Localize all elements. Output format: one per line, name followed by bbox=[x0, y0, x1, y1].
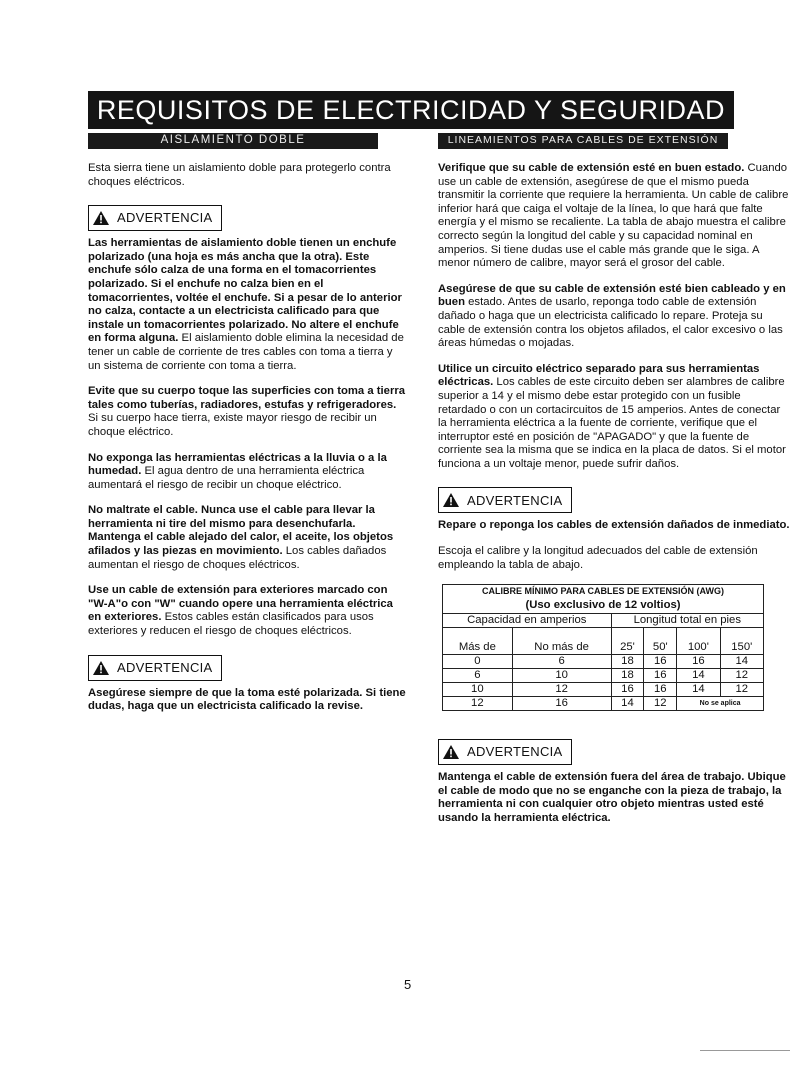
right-column bbox=[438, 133, 790, 838]
warning-box bbox=[88, 205, 222, 231]
section-title-double-insulation: AISLAMIENTO DOBLE bbox=[88, 133, 378, 149]
table-cell: 16 bbox=[677, 655, 720, 669]
table-cell: 12 bbox=[512, 683, 611, 697]
paragraph-cord-condition: Verifique que su cable de extensión esté en buen estado. Cuando use un cable de extensión, asegúrese de que el mismo pueda transmitir la corriente que requiere la herramienta. Un cable de calibre inferior hará que caiga el voltaje de la línea, lo que hará que falte energía y el mismo se recaliente. La tabla de abajo muestra el calibre correcto según la longitud del cable y su capacidad nominal en amperios. Si tiene dudas use el cable más grande que le siga. A menor número de calibre, mayor será el grosor del cable. bbox=[438, 162, 789, 270]
warning-triangle-icon bbox=[93, 211, 109, 225]
length-header: Longitud total en pies bbox=[611, 614, 763, 628]
paragraph-cord-wiring: Asegúrese de que su cable de extensión esté bien cableado y en buen estado. Antes de usarlo, reponga todo cable de extensión dañado o haga que un electricista calificado lo repare. Proteja su cable de extensión contra los objetos afilados, el calor excesivo o las áreas húmedas o mojadas. bbox=[438, 282, 786, 350]
warning-triangle-icon bbox=[93, 661, 109, 675]
table-cell: 14 bbox=[677, 683, 720, 697]
table-cell: 6 bbox=[443, 669, 513, 683]
table-cell: 16 bbox=[644, 655, 677, 669]
footer-rule bbox=[700, 1050, 790, 1051]
table-cell: 0 bbox=[443, 655, 513, 669]
col-length: 100' bbox=[677, 641, 720, 655]
table-cell: 12 bbox=[720, 683, 763, 697]
warning-box bbox=[88, 655, 222, 681]
table-cell: 12 bbox=[644, 697, 677, 711]
warning-label: ADVERTENCIA bbox=[117, 659, 213, 675]
table-row bbox=[443, 697, 764, 711]
paragraph-outdoor-cord: Use un cable de extensión para exteriores marcado con "W-A"o con "W" cuando opere una herramienta eléctrica en exteriores. Estos cables están clasificados para usos exteriores y reducen el riesgo de choques eléctricos. bbox=[88, 584, 393, 638]
table-cell: 16 bbox=[644, 669, 677, 683]
paragraph-polarized-plug: Las herramientas de aislamiento doble tienen un enchufe polarizado (una hoja es más ancha que la otra). Este enchufe sólo calza de una forma en el tomacorrientes polarizado. Si el enchufe no calza bien en el tomacorrientes, voltée el enchufe. Si a pesar de lo anterior no calza, contacte a un electricista calificado para que instale un tomacorrientes polarizado. No altere el enchufe en forma alguna. El aislamiento doble elimina la necesidad de tener un cable de corriente de tres cables con toma a tierra y un sistema de corriente con toma a tierra. bbox=[88, 237, 404, 372]
warning-label: ADVERTENCIA bbox=[117, 210, 213, 226]
table-cell: 14 bbox=[677, 669, 720, 683]
table-title: CALIBRE MÍNIMO PARA CABLES DE EXTENSIÓN (AWG) bbox=[443, 585, 764, 599]
table-cell-not-applicable: No se aplica bbox=[677, 697, 764, 711]
table-cell: 16 bbox=[611, 683, 644, 697]
table-cell: 14 bbox=[611, 697, 644, 711]
table-cell: 10 bbox=[512, 669, 611, 683]
table-subtitle: (Uso exclusivo de 12 voltios) bbox=[443, 598, 764, 614]
table-row bbox=[443, 683, 764, 697]
left-column bbox=[88, 133, 406, 726]
paragraph-keep-cord-away: Mantenga el cable de extensión fuera del área de trabajo. Ubique el cable de modo que no se enganche con la pieza de trabajo, la herramienta ni con cualquier otro objeto mientras usted esté usando la herramienta eléctrica. bbox=[438, 771, 786, 825]
page-title: REQUISITOS DE ELECTRICIDAD Y SEGURIDAD bbox=[88, 91, 734, 129]
paragraph-choose-gauge: Escoja el calibre y la longitud adecuados del cable de extensión empleando la tabla de abajo. bbox=[438, 545, 758, 571]
capacity-header: Capacidad en amperios bbox=[443, 614, 612, 628]
intro-text: Esta sierra tiene un aislamiento doble para protegerlo contra choques eléctricos. bbox=[88, 162, 391, 188]
warning-box bbox=[438, 739, 572, 765]
col-more-than: Más de bbox=[443, 641, 513, 655]
gauge-table bbox=[442, 584, 764, 711]
table-cell: 10 bbox=[443, 683, 513, 697]
paragraph-rain: No exponga las herramientas eléctricas a la lluvia o a la humedad. El agua dentro de una herramienta eléctrica aumentará el riesgo de recibir un choque eléctrico. bbox=[88, 451, 387, 491]
warning-label: ADVERTENCIA bbox=[467, 744, 563, 760]
col-length: 25' bbox=[611, 641, 644, 655]
section-title-extension-cords: LINEAMIENTOS PARA CABLES DE EXTENSIÓN bbox=[438, 133, 728, 149]
table-cell: 16 bbox=[512, 697, 611, 711]
warning-box bbox=[438, 487, 572, 513]
table-cell: 12 bbox=[720, 669, 763, 683]
warning-label: ADVERTENCIA bbox=[467, 492, 563, 508]
table-row bbox=[443, 669, 764, 683]
warning-triangle-icon bbox=[443, 493, 459, 507]
paragraph-polarized-outlet: Asegúrese siempre de que la toma esté polarizada. Si tiene dudas, haga que un electricista calificado la revise. bbox=[88, 686, 406, 713]
col-length: 150' bbox=[720, 641, 763, 655]
paragraph-cord-abuse: No maltrate el cable. Nunca use el cable para llevar la herramienta ni tire del mismo para desenchufarla. Mantenga el cable alejado del calor, el aceite, los objetos afilados y las piezas en movimiento. Los cables dañados aumentan el riesgo de choques eléctricos. bbox=[88, 504, 394, 571]
table-cell: 18 bbox=[611, 655, 644, 669]
table-row bbox=[443, 655, 764, 669]
paragraph-replace-damaged: Repare o reponga los cables de extensión dañados de inmediato. bbox=[438, 519, 790, 532]
table-header-row bbox=[443, 641, 764, 655]
paragraph-separate-circuit: Utilice un circuito eléctrico separado para sus herramientas eléctricas. Los cables de este circuito deben ser alambres de calibre superior a 14 y el mismo debe estar protegido con un fusible retardado o con un cortacircuitos de 15 amperios. Antes de conectar la herramienta eléctrica a la fuente de corriente, verifique que el interruptor esté en posición de "APAGADO" y que la fuente de corriente sea la misma que se indica en la placa de datos. Si el motor funciona a un voltaje menor, puede sufrir daños. bbox=[438, 362, 786, 470]
table-cell: 14 bbox=[720, 655, 763, 669]
col-max: No más de bbox=[512, 641, 611, 655]
table-cell: 18 bbox=[611, 669, 644, 683]
col-length: 50' bbox=[644, 641, 677, 655]
table-cell: 16 bbox=[644, 683, 677, 697]
table-cell: 12 bbox=[443, 697, 513, 711]
paragraph-grounded-surfaces: Evite que su cuerpo toque las superficies con toma a tierra tales como tuberías, radiadores, estufas y refrigeradores. Si su cuerpo hace tierra, existe mayor riesgo de recibir un choque eléctrico. bbox=[88, 385, 406, 438]
table-cell: 6 bbox=[512, 655, 611, 669]
warning-triangle-icon bbox=[443, 745, 459, 759]
page-number: 5 bbox=[404, 977, 412, 992]
